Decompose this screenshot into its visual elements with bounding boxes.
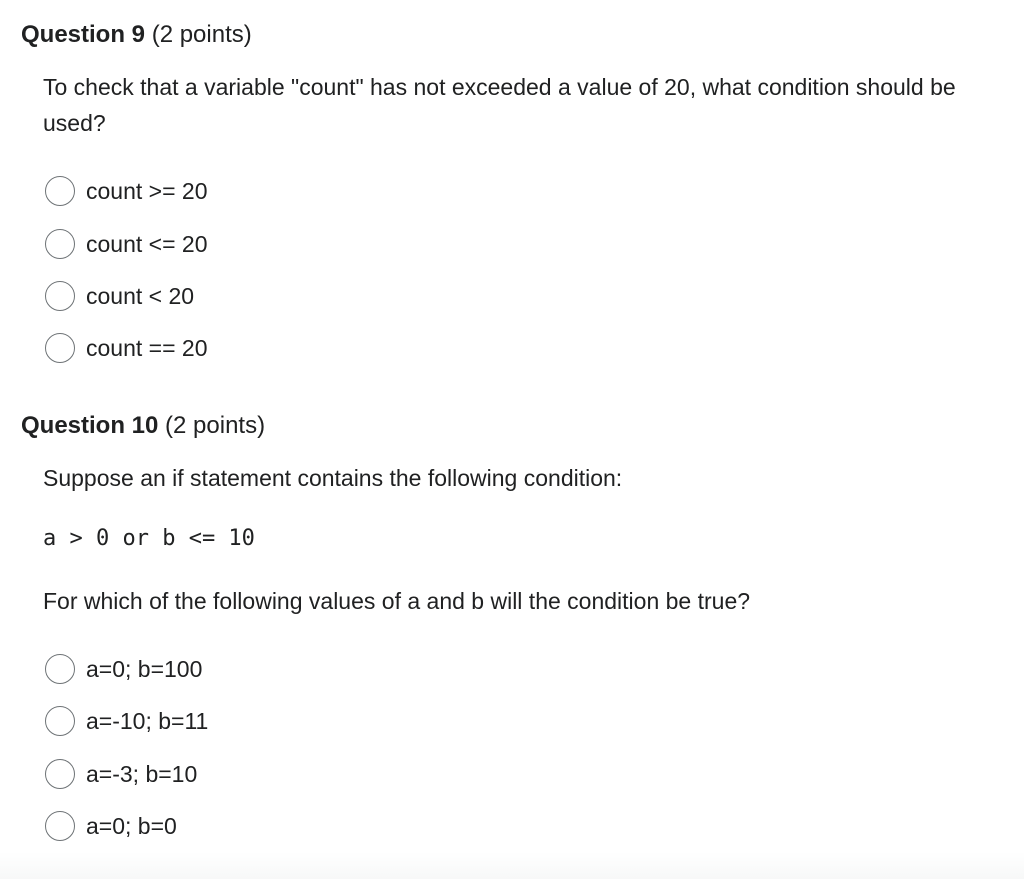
question-header	[21, 411, 265, 441]
page-bottom-edge	[0, 852, 1024, 879]
answer-option[interactable]	[45, 757, 197, 791]
question-points: (2 points)	[151, 21, 252, 48]
answer-option[interactable]	[45, 279, 194, 313]
radio-button[interactable]	[45, 333, 75, 363]
question-followup: For which of the following values of a and b will the condition be true?	[43, 588, 751, 614]
option-label[interactable]: a=-10; b=11	[86, 708, 209, 734]
radio-button[interactable]	[45, 759, 75, 789]
answer-option[interactable]	[45, 652, 202, 686]
question-prompt: Suppose an if statement contains the following condition:	[43, 465, 623, 491]
answer-option[interactable]	[45, 809, 177, 843]
answer-option[interactable]	[45, 174, 208, 208]
answer-option[interactable]	[45, 704, 208, 738]
answer-option[interactable]	[45, 227, 208, 261]
question-header	[21, 20, 252, 50]
option-label[interactable]: count == 20	[86, 335, 208, 361]
option-label[interactable]: a=-3; b=10	[86, 761, 198, 787]
option-label[interactable]: count <= 20	[86, 231, 208, 257]
answer-option[interactable]	[45, 331, 208, 365]
question-prompt: To check that a variable "count" has not exceeded a value of 20, what condition should be used?	[43, 74, 956, 136]
radio-button[interactable]	[45, 706, 75, 736]
option-label[interactable]: a=0; b=0	[86, 813, 177, 839]
option-label[interactable]: a=0; b=100	[86, 656, 203, 682]
radio-button[interactable]	[45, 176, 75, 206]
radio-button[interactable]	[45, 281, 75, 311]
question-title: Question 9	[21, 21, 146, 48]
option-label[interactable]: count < 20	[86, 283, 195, 309]
radio-button[interactable]	[45, 811, 75, 841]
radio-button[interactable]	[45, 654, 75, 684]
option-label[interactable]: count >= 20	[86, 178, 208, 204]
radio-button[interactable]	[45, 229, 75, 259]
code-snippet: a > 0 or b <= 10	[43, 526, 255, 551]
question-points: (2 points)	[165, 412, 266, 439]
question-title: Question 10	[21, 412, 159, 439]
